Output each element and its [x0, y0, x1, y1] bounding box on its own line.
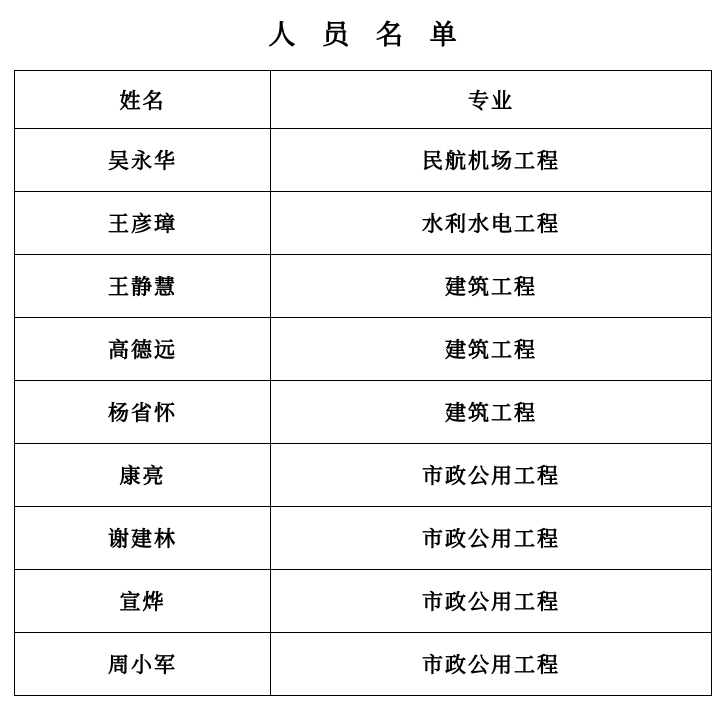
- cell-name: 宣烨: [15, 570, 271, 633]
- cell-name: 杨省怀: [15, 381, 271, 444]
- table-header-row: [15, 71, 712, 129]
- cell-major: 建筑工程: [271, 381, 712, 444]
- table-row: [15, 129, 712, 192]
- cell-major: 建筑工程: [271, 255, 712, 318]
- cell-major: 市政公用工程: [271, 570, 712, 633]
- cell-name: 王静慧: [15, 255, 271, 318]
- roster-table: [14, 70, 712, 696]
- roster-table-container: [14, 70, 711, 696]
- column-header-major: 专业: [271, 71, 712, 129]
- cell-major: 市政公用工程: [271, 633, 712, 696]
- page-title: 人 员 名 单: [268, 20, 467, 50]
- cell-major: 水利水电工程: [271, 192, 712, 255]
- table-row: [15, 192, 712, 255]
- cell-major: 建筑工程: [271, 318, 712, 381]
- table-row: [15, 633, 712, 696]
- cell-major: 市政公用工程: [271, 444, 712, 507]
- table-row: [15, 570, 712, 633]
- cell-name: 吴永华: [15, 129, 271, 192]
- cell-name: 王彦璋: [15, 192, 271, 255]
- table-row: [15, 507, 712, 570]
- table-row: [15, 381, 712, 444]
- column-header-name: 姓名: [15, 71, 271, 129]
- cell-name: 周小军: [15, 633, 271, 696]
- cell-major: 市政公用工程: [271, 507, 712, 570]
- cell-name: 高德远: [15, 318, 271, 381]
- table-row: [15, 444, 712, 507]
- table-body: [15, 129, 712, 696]
- table-row: [15, 318, 712, 381]
- cell-name: 康亮: [15, 444, 271, 507]
- table-header: [15, 71, 712, 129]
- cell-major: 民航机场工程: [271, 129, 712, 192]
- cell-name: 谢建林: [15, 507, 271, 570]
- table-row: [15, 255, 712, 318]
